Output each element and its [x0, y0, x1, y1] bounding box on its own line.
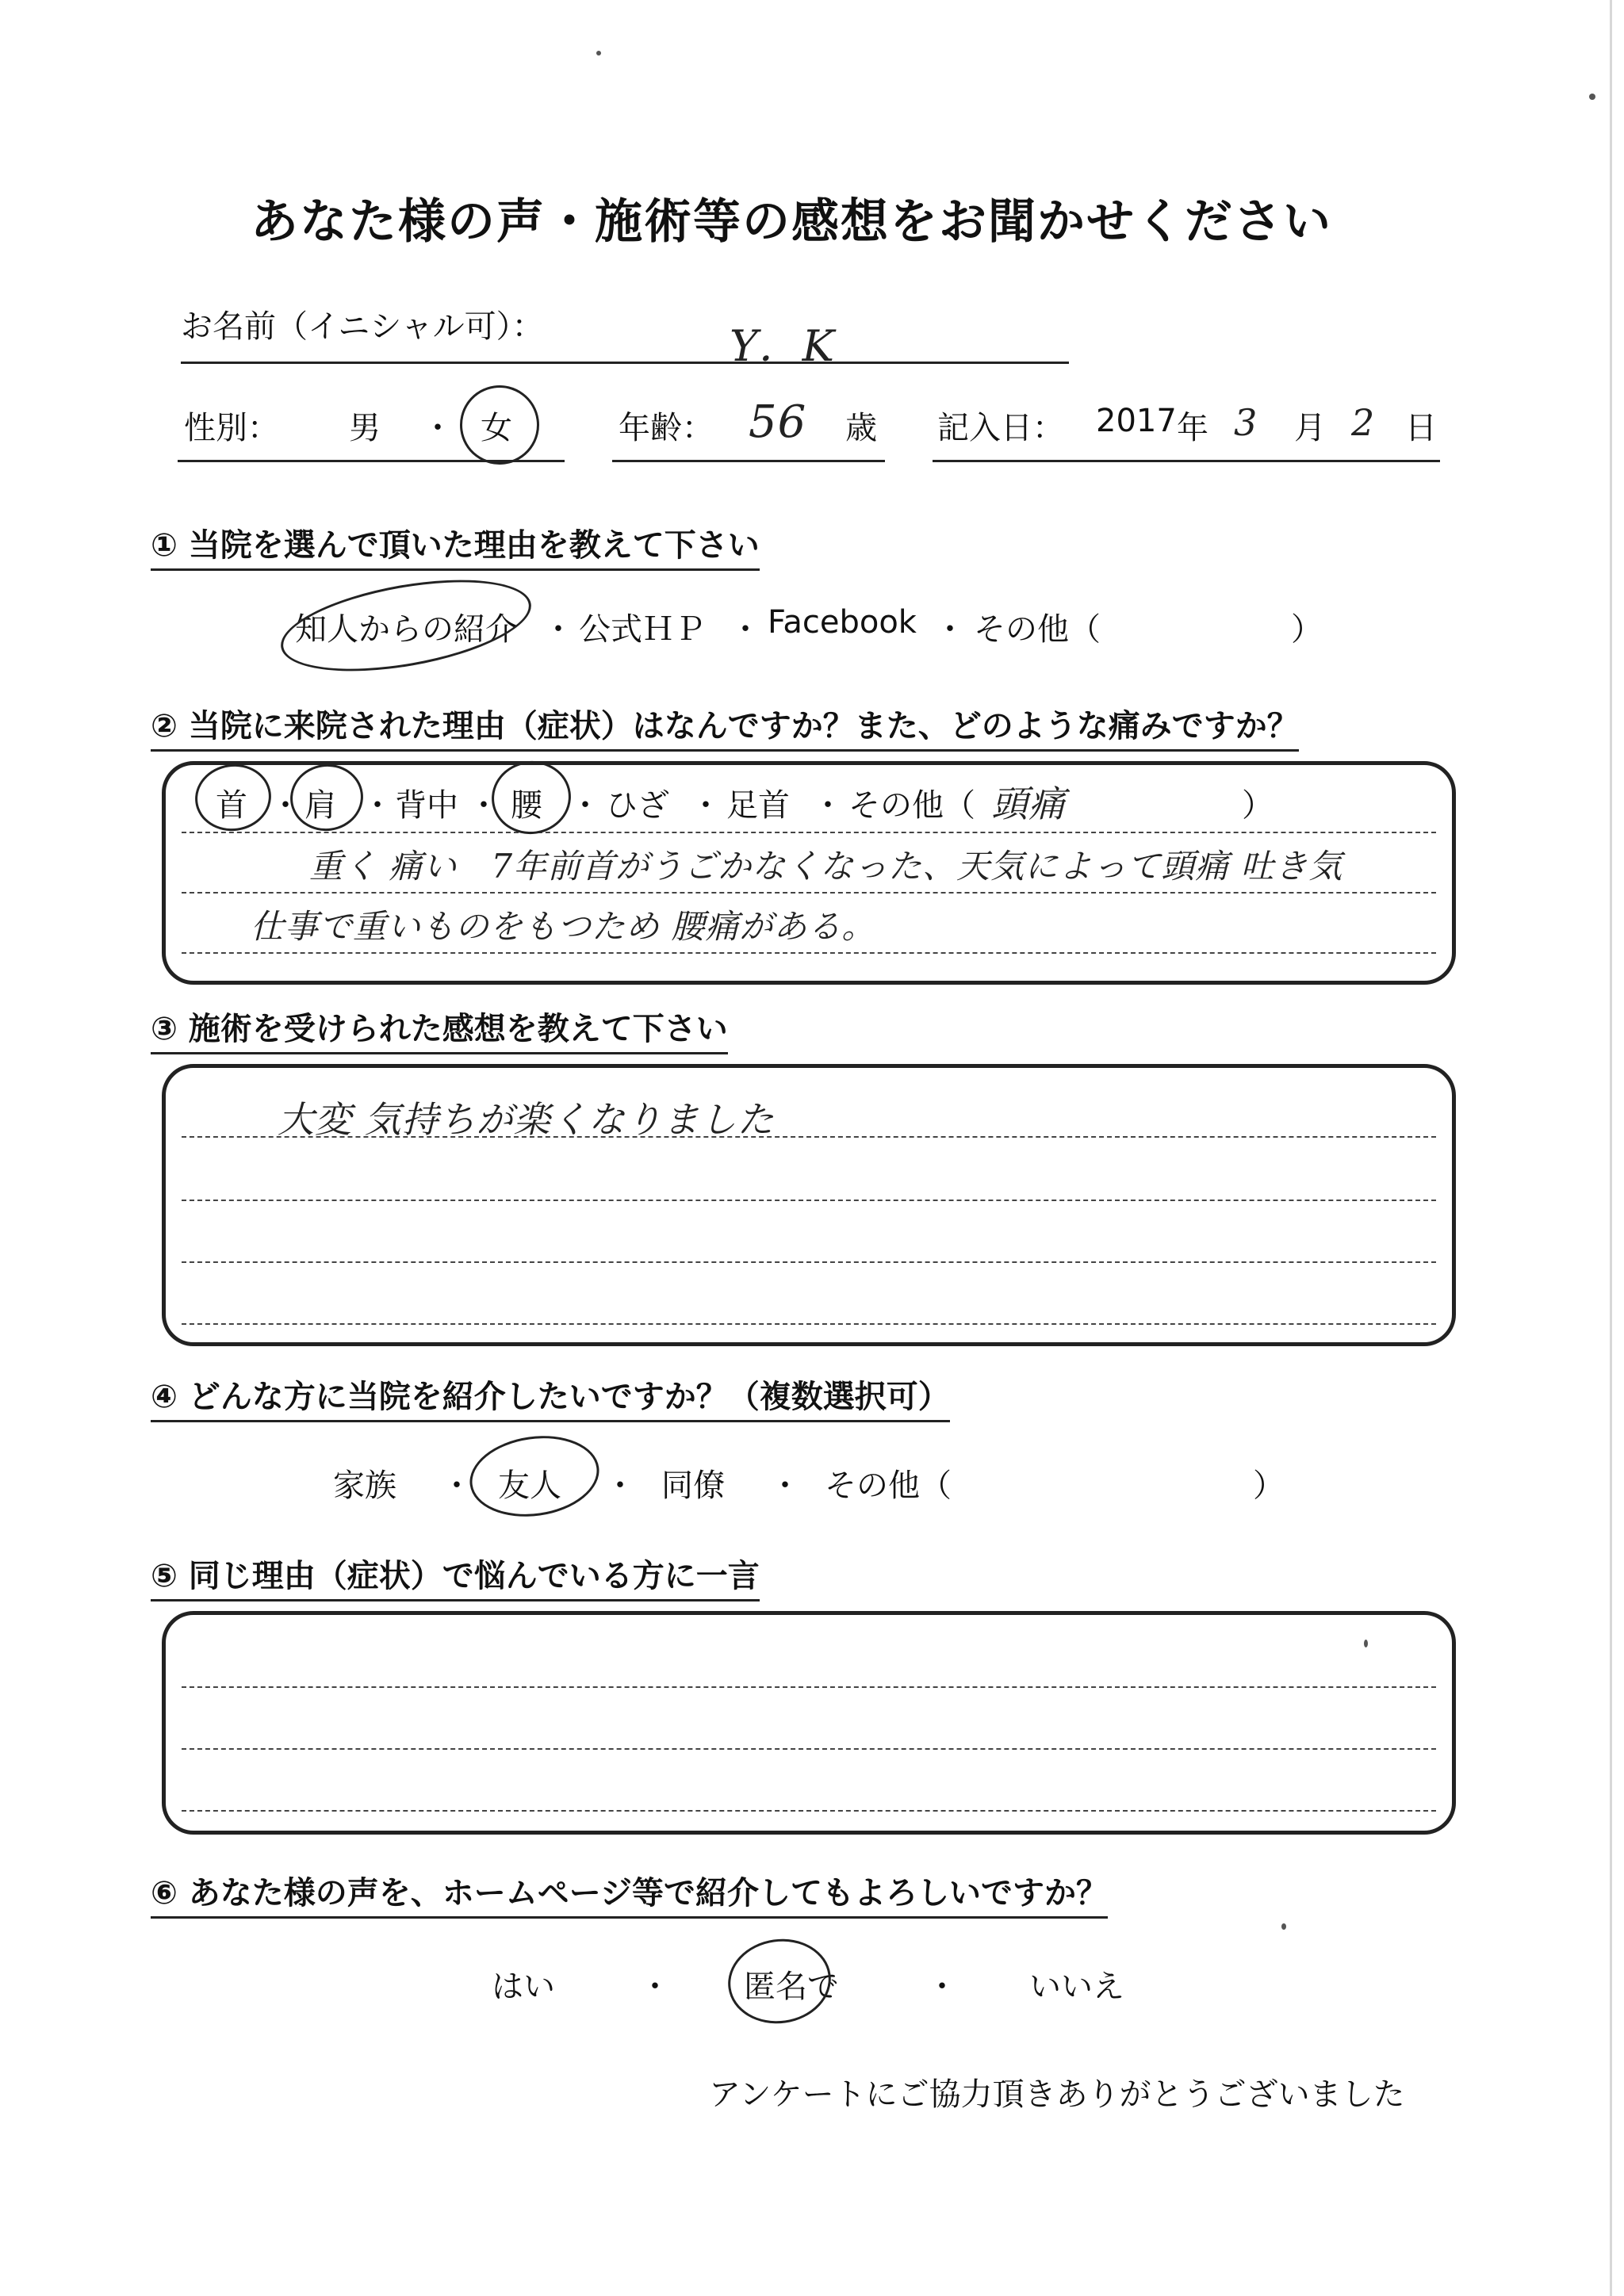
q1-option-website: 公式ＨＰ [579, 611, 706, 648]
q2-separator-5: ・ [690, 787, 722, 824]
q2-separator-6: ・ [812, 787, 844, 824]
q2-line-1 [182, 832, 1436, 833]
q2-option-neck: 首 [216, 787, 247, 824]
q2-option-lower-back: 腰 [511, 787, 542, 824]
q6-heading: ⑥ あなた様の声を、ホームページ等で紹介してもよろしいですか？ [151, 1868, 1108, 1919]
q6-separator-1: ・ [639, 1969, 671, 2005]
q2-option-ankle: 足首 [726, 787, 790, 824]
q1-option-referral: 知人からの紹介 [295, 611, 517, 648]
q5-answer-box [162, 1611, 1456, 1835]
name-label: お名前（イニシャル可）： [181, 308, 544, 345]
q1-separator-1: ・ [542, 611, 574, 648]
q2-separator-3: ・ [468, 787, 500, 824]
q4-option-colleague: 同僚 [661, 1468, 725, 1504]
q5-line-1 [182, 1686, 1436, 1688]
scan-speck [596, 51, 601, 55]
q4-selection-circle [465, 1428, 604, 1525]
q1-heading: ① 当院を選んで頂いた理由を教えて下さい [151, 520, 760, 571]
q4-option-other: その他（ [825, 1468, 952, 1504]
name-underline [181, 362, 1069, 364]
scan-speck [1589, 94, 1595, 100]
q3-line-4 [182, 1323, 1436, 1325]
q2-other-value: 頭痛 [991, 783, 1066, 825]
thanks-message: アンケートにご協力頂きありがとうございました [709, 2076, 1405, 2113]
q4-other-close: ） [1253, 1468, 1285, 1504]
q4-separator-1: ・ [441, 1468, 473, 1504]
age-value: 56 [749, 396, 807, 448]
q3-line-3 [182, 1261, 1436, 1263]
q2-separator-2: ・ [362, 787, 393, 824]
date-label: 記入日： [937, 410, 1064, 446]
gender-male: 男 [349, 410, 381, 446]
q3-answer-line-1: 大変 気持ちが楽くなりました [278, 1098, 775, 1141]
q6-separator-2: ・ [926, 1969, 958, 2005]
q2-option-knee: ひざ [606, 787, 669, 824]
age-label: 年齢： [619, 410, 714, 446]
q1-option-facebook: Facebook [768, 604, 917, 641]
date-year: 2017 [1096, 403, 1177, 439]
q2-line-2 [182, 892, 1436, 894]
q6-selection-circle [722, 1932, 836, 2030]
name-value: Y．K [730, 321, 835, 371]
q4-separator-2: ・ [604, 1468, 636, 1504]
date-month: 3 [1234, 401, 1258, 444]
q6-option-no: いいえ [1029, 1969, 1124, 2005]
q1-separator-3: ・ [934, 611, 966, 648]
q5-heading: ⑤ 同じ理由（症状）で悩んでいる方に一言 [151, 1551, 760, 1601]
date-month-unit: 月 [1294, 410, 1326, 446]
gender-separator: ・ [422, 410, 454, 446]
q2-answer-line-1: 重く 痛い 7年前首がうごかなくなった、天気によって頭痛 吐き気 [309, 847, 1343, 886]
date-day-unit: 日 [1405, 410, 1437, 446]
q4-heading: ④ どんな方に当院を紹介したいですか？（複数選択可） [151, 1372, 950, 1422]
date-underline [933, 460, 1440, 462]
q1-selection-circle [274, 564, 538, 687]
scan-speck [1364, 1640, 1368, 1647]
q1-other-close: ） [1291, 611, 1323, 648]
page-title: あなた様の声・施術等の感想をお聞かせください [251, 194, 1332, 250]
q2-option-other: その他（ [848, 787, 975, 824]
age-underline [612, 460, 885, 462]
gender-selection-circle [455, 381, 545, 470]
scan-speck [1281, 1923, 1286, 1930]
q2-answer-line-2: 仕事で重いものをもつため 腰痛がある。 [251, 907, 876, 946]
q4-option-friend: 友人 [498, 1468, 561, 1504]
q2-option-back: 背中 [395, 787, 458, 824]
q3-line-2 [182, 1200, 1436, 1201]
q6-option-anonymous: 匿名で [744, 1969, 839, 2005]
q1-separator-2: ・ [730, 611, 761, 648]
q2-separator-4: ・ [569, 787, 601, 824]
q2-separator-1: ・ [270, 787, 301, 824]
date-year-unit: 年 [1177, 410, 1208, 446]
q4-option-family: 家族 [333, 1468, 396, 1504]
q2-line-3 [182, 952, 1436, 954]
gender-female: 女 [481, 410, 512, 446]
q6-option-yes: はい [492, 1969, 555, 2005]
q4-separator-3: ・ [769, 1468, 801, 1504]
age-unit: 歳 [845, 410, 877, 446]
gender-label: 性別： [184, 410, 279, 446]
q2-other-close: ） [1242, 787, 1274, 824]
q5-line-2 [182, 1748, 1436, 1750]
scan-edge [1610, 0, 1612, 2296]
q2-heading: ② 当院に来院された理由（症状）はなんですか？また、どのような痛みですか？ [151, 701, 1299, 752]
q3-heading: ③ 施術を受けられた感想を教えて下さい [151, 1004, 728, 1054]
date-day: 2 [1351, 401, 1376, 444]
gender-underline [178, 460, 565, 462]
q1-option-other: その他（ [974, 611, 1101, 648]
q5-line-3 [182, 1810, 1436, 1812]
q2-option-shoulder: 肩 [304, 787, 336, 824]
